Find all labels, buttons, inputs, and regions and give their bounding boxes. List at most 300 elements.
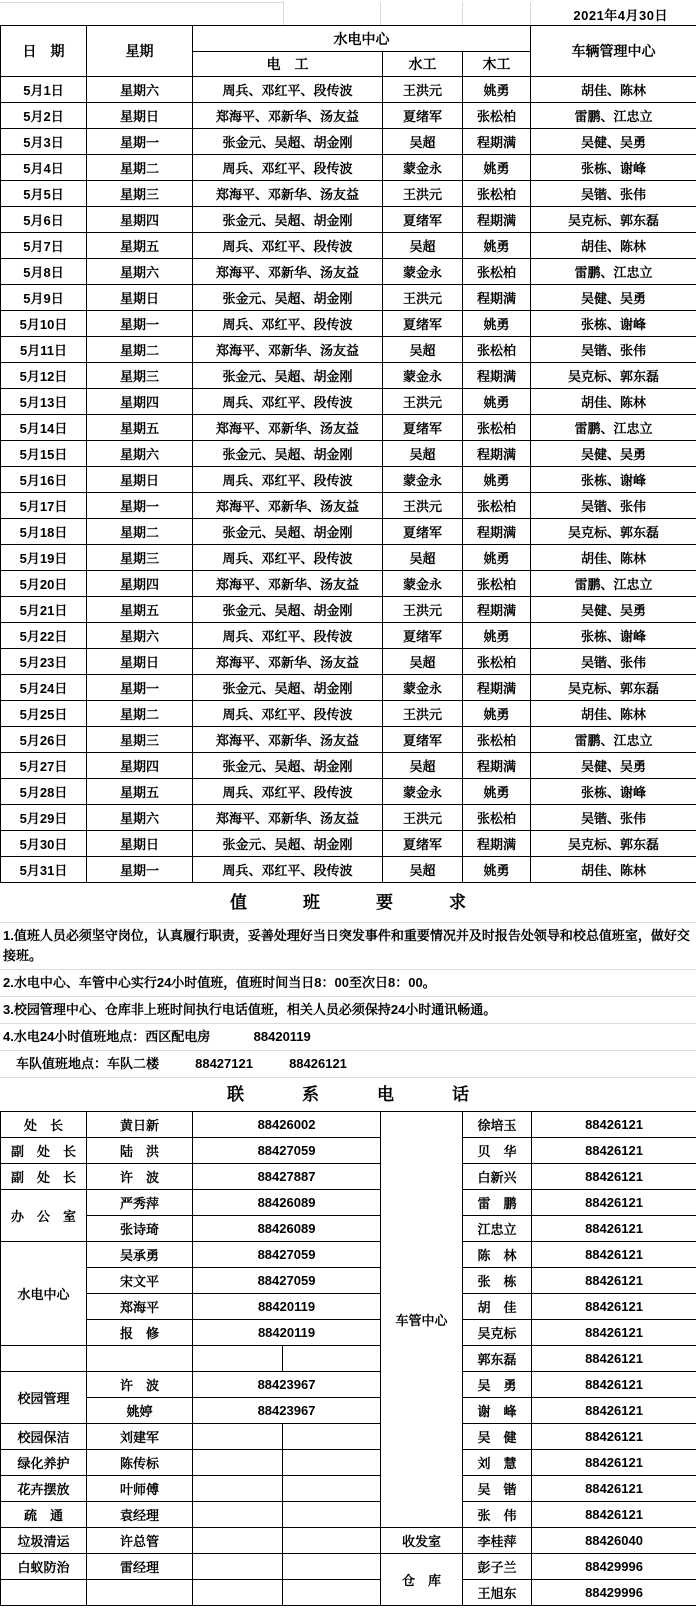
duty-cell-date: 5月20日 bbox=[1, 571, 87, 597]
duty-cell-electricians: 郑海平、邓新华、汤友益 bbox=[193, 181, 383, 207]
duty-cell-vehicle: 吴锴、张伟 bbox=[531, 805, 696, 831]
col-header-date: 日 期 bbox=[1, 26, 87, 77]
duty-cell-date: 5月21日 bbox=[1, 597, 87, 623]
contact-row bbox=[1, 1164, 696, 1190]
contact-phone: 88426121 bbox=[532, 1138, 696, 1164]
contact-phone: 88426121 bbox=[532, 1268, 696, 1294]
contact-row bbox=[1, 1450, 696, 1476]
duty-row bbox=[1, 207, 696, 233]
duty-cell-carpenter: 程期满 bbox=[463, 675, 531, 701]
duty-cell-carpenter: 程期满 bbox=[463, 519, 531, 545]
contact-phone bbox=[283, 1424, 381, 1450]
duty-cell-week: 星期六 bbox=[87, 259, 193, 285]
duty-cell-plumber: 蒙金永 bbox=[383, 571, 463, 597]
duty-cell-date: 5月6日 bbox=[1, 207, 87, 233]
duty-cell-plumber: 吴超 bbox=[383, 129, 463, 155]
duty-cell-electricians: 周兵、邓红平、段传波 bbox=[193, 857, 383, 883]
contact-role-label: 办 公 室 bbox=[1, 1190, 87, 1242]
contact-phone: 88420119 bbox=[193, 1320, 381, 1346]
duty-cell-electricians: 周兵、邓红平、段传波 bbox=[193, 155, 383, 181]
duty-cell-date: 5月8日 bbox=[1, 259, 87, 285]
duty-cell-vehicle: 胡佳、陈林 bbox=[531, 545, 696, 571]
contact-name: 陈传标 bbox=[87, 1450, 193, 1476]
requirement-note: 3.校园管理中心、仓库非上班时间执行电话值班，相关人员必须保持24小时通讯畅通。 bbox=[0, 997, 696, 1024]
contact-name: 许 波 bbox=[87, 1372, 193, 1398]
contact-phone: 88426002 bbox=[193, 1112, 381, 1138]
duty-cell-date: 5月30日 bbox=[1, 831, 87, 857]
duty-cell-carpenter: 张松柏 bbox=[463, 103, 531, 129]
contact-name: 郑海平 bbox=[87, 1294, 193, 1320]
contact-row bbox=[1, 1398, 696, 1424]
duty-cell-electricians: 张金元、吴超、胡金刚 bbox=[193, 129, 383, 155]
duty-cell-plumber: 蒙金永 bbox=[383, 259, 463, 285]
contact-phone: 88426121 bbox=[532, 1216, 696, 1242]
duty-cell-date: 5月17日 bbox=[1, 493, 87, 519]
contact-name bbox=[87, 1580, 193, 1606]
duty-cell-carpenter: 张松柏 bbox=[463, 805, 531, 831]
duty-cell-week: 星期四 bbox=[87, 389, 193, 415]
duty-cell-plumber: 吴超 bbox=[383, 545, 463, 571]
contact-phone: 88420119 bbox=[193, 1294, 381, 1320]
duty-cell-carpenter: 张松柏 bbox=[463, 259, 531, 285]
contact-name: 张 栋 bbox=[463, 1268, 532, 1294]
duty-cell-vehicle: 胡佳、陈林 bbox=[531, 701, 696, 727]
contact-name: 报 修 bbox=[87, 1320, 193, 1346]
contact-phone: 88426121 bbox=[532, 1164, 696, 1190]
duty-cell-week: 星期六 bbox=[87, 805, 193, 831]
contact-phone: 88426121 bbox=[532, 1502, 696, 1528]
contact-name: 陈 林 bbox=[463, 1242, 532, 1268]
duty-cell-carpenter: 姚勇 bbox=[463, 389, 531, 415]
duty-cell-electricians: 周兵、邓红平、段传波 bbox=[193, 389, 383, 415]
contact-phone bbox=[193, 1346, 283, 1372]
contact-role-label: 白蚁防治 bbox=[1, 1554, 87, 1580]
duty-cell-vehicle: 吴克标、郭东磊 bbox=[531, 363, 696, 389]
col-header-plumber: 水工 bbox=[383, 52, 463, 77]
grid-line bbox=[0, 2, 283, 3]
duty-header-row-1 bbox=[1, 26, 696, 52]
duty-cell-carpenter: 程期满 bbox=[463, 597, 531, 623]
contact-role-label: 校园保洁 bbox=[1, 1424, 87, 1450]
duty-cell-carpenter: 张松柏 bbox=[463, 337, 531, 363]
duty-cell-date: 5月24日 bbox=[1, 675, 87, 701]
duty-cell-electricians: 郑海平、邓新华、汤友益 bbox=[193, 415, 383, 441]
contact-name: 徐培玉 bbox=[463, 1112, 532, 1138]
duty-cell-plumber: 夏绪军 bbox=[383, 519, 463, 545]
contact-name: 姚婷 bbox=[87, 1398, 193, 1424]
contact-row bbox=[1, 1554, 696, 1580]
duty-cell-vehicle: 张栋、谢峰 bbox=[531, 155, 696, 181]
duty-cell-carpenter: 姚勇 bbox=[463, 77, 531, 103]
contact-name: 宋文平 bbox=[87, 1268, 193, 1294]
duty-row bbox=[1, 129, 696, 155]
duty-cell-vehicle: 雷鹏、江忠立 bbox=[531, 415, 696, 441]
contact-role-label: 副 处 长 bbox=[1, 1138, 87, 1164]
contact-name: 张诗琦 bbox=[87, 1216, 193, 1242]
duty-cell-plumber: 王洪元 bbox=[383, 181, 463, 207]
duty-cell-vehicle: 吴锴、张伟 bbox=[531, 493, 696, 519]
duty-cell-carpenter: 张松柏 bbox=[463, 649, 531, 675]
contact-name: 严秀萍 bbox=[87, 1190, 193, 1216]
contact-name: 王旭东 bbox=[463, 1580, 532, 1606]
contact-name: 刘建军 bbox=[87, 1424, 193, 1450]
duty-cell-vehicle: 雷鹏、江忠立 bbox=[531, 727, 696, 753]
col-header-water-electric-center: 水电中心 bbox=[193, 26, 531, 52]
contact-phone bbox=[193, 1424, 283, 1450]
duty-row bbox=[1, 311, 696, 337]
duty-cell-plumber: 蒙金永 bbox=[383, 779, 463, 805]
duty-cell-date: 5月22日 bbox=[1, 623, 87, 649]
duty-cell-week: 星期一 bbox=[87, 857, 193, 883]
contact-name: 谢 峰 bbox=[463, 1398, 532, 1424]
contact-role-label: 副 处 长 bbox=[1, 1164, 87, 1190]
duty-cell-carpenter: 张松柏 bbox=[463, 181, 531, 207]
duty-cell-carpenter: 程期满 bbox=[463, 207, 531, 233]
duty-table-body bbox=[1, 77, 696, 883]
col-header-carpenter: 木工 bbox=[463, 52, 531, 77]
contact-row bbox=[1, 1476, 696, 1502]
duty-requirements-title: 值班要求 bbox=[0, 883, 696, 923]
duty-row bbox=[1, 753, 696, 779]
contact-name: 吴克标 bbox=[463, 1320, 532, 1346]
duty-cell-plumber: 王洪元 bbox=[383, 389, 463, 415]
duty-cell-week: 星期二 bbox=[87, 701, 193, 727]
duty-cell-carpenter: 姚勇 bbox=[463, 233, 531, 259]
duty-cell-vehicle: 吴锴、张伟 bbox=[531, 181, 696, 207]
contact-row bbox=[1, 1294, 696, 1320]
duty-cell-date: 5月4日 bbox=[1, 155, 87, 181]
contact-role-label: 疏 通 bbox=[1, 1502, 87, 1528]
contact-name: 彭子兰 bbox=[463, 1554, 532, 1580]
duty-cell-date: 5月5日 bbox=[1, 181, 87, 207]
duty-cell-vehicle: 雷鹏、江忠立 bbox=[531, 259, 696, 285]
contact-role-label: 绿化养护 bbox=[1, 1450, 87, 1476]
duty-cell-vehicle: 吴锴、张伟 bbox=[531, 649, 696, 675]
col-header-week: 星期 bbox=[87, 26, 193, 77]
duty-cell-date: 5月11日 bbox=[1, 337, 87, 363]
duty-cell-week: 星期日 bbox=[87, 285, 193, 311]
duty-row bbox=[1, 389, 696, 415]
duty-row bbox=[1, 571, 696, 597]
grid-line bbox=[462, 2, 463, 25]
duty-row bbox=[1, 467, 696, 493]
duty-cell-date: 5月26日 bbox=[1, 727, 87, 753]
duty-cell-carpenter: 姚勇 bbox=[463, 701, 531, 727]
contact-row bbox=[1, 1242, 696, 1268]
contact-name: 胡 佳 bbox=[463, 1294, 532, 1320]
duty-cell-date: 5月12日 bbox=[1, 363, 87, 389]
contact-phone: 88426121 bbox=[532, 1190, 696, 1216]
duty-cell-carpenter: 程期满 bbox=[463, 831, 531, 857]
contact-name: 吴 健 bbox=[463, 1424, 532, 1450]
duty-cell-plumber: 蒙金永 bbox=[383, 155, 463, 181]
duty-cell-electricians: 郑海平、邓新华、汤友益 bbox=[193, 103, 383, 129]
duty-row bbox=[1, 597, 696, 623]
duty-cell-electricians: 郑海平、邓新华、汤友益 bbox=[193, 649, 383, 675]
contact-row bbox=[1, 1268, 696, 1294]
contact-name: 刘 慧 bbox=[463, 1450, 532, 1476]
duty-cell-electricians: 郑海平、邓新华、汤友益 bbox=[193, 571, 383, 597]
contacts-title: 联系电话 bbox=[227, 1085, 527, 1104]
duty-cell-carpenter: 姚勇 bbox=[463, 857, 531, 883]
duty-cell-plumber: 王洪元 bbox=[383, 285, 463, 311]
duty-row bbox=[1, 857, 696, 883]
contact-phone bbox=[193, 1502, 283, 1528]
duty-cell-date: 5月16日 bbox=[1, 467, 87, 493]
contact-group-label: 收发室 bbox=[381, 1528, 463, 1554]
duty-row bbox=[1, 337, 696, 363]
duty-cell-plumber: 王洪元 bbox=[383, 701, 463, 727]
duty-cell-electricians: 周兵、邓红平、段传波 bbox=[193, 77, 383, 103]
duty-cell-carpenter: 张松柏 bbox=[463, 571, 531, 597]
contact-phone: 88429996 bbox=[532, 1580, 696, 1606]
duty-cell-plumber: 吴超 bbox=[383, 649, 463, 675]
duty-cell-electricians: 周兵、邓红平、段传波 bbox=[193, 623, 383, 649]
duty-cell-vehicle: 胡佳、陈林 bbox=[531, 857, 696, 883]
contact-name: 叶师傅 bbox=[87, 1476, 193, 1502]
duty-cell-week: 星期日 bbox=[87, 103, 193, 129]
duty-cell-electricians: 张金元、吴超、胡金刚 bbox=[193, 831, 383, 857]
contact-row bbox=[1, 1346, 696, 1372]
duty-cell-vehicle: 雷鹏、江忠立 bbox=[531, 571, 696, 597]
contact-phone bbox=[283, 1580, 381, 1606]
duty-row bbox=[1, 181, 696, 207]
contact-name: 许 波 bbox=[87, 1164, 193, 1190]
contact-phone bbox=[283, 1476, 381, 1502]
duty-cell-vehicle: 张栋、谢峰 bbox=[531, 779, 696, 805]
duty-cell-vehicle: 雷鹏、江忠立 bbox=[531, 103, 696, 129]
duty-row bbox=[1, 363, 696, 389]
duty-row bbox=[1, 259, 696, 285]
duty-row bbox=[1, 805, 696, 831]
contact-row bbox=[1, 1372, 696, 1398]
contact-phone bbox=[193, 1450, 283, 1476]
contact-role-label bbox=[1, 1346, 87, 1372]
contact-name: 许总管 bbox=[87, 1528, 193, 1554]
duty-cell-vehicle: 胡佳、陈林 bbox=[531, 389, 696, 415]
duty-cell-week: 星期五 bbox=[87, 779, 193, 805]
contact-phone: 88427059 bbox=[193, 1268, 381, 1294]
duty-cell-week: 星期一 bbox=[87, 129, 193, 155]
duty-cell-electricians: 周兵、邓红平、段传波 bbox=[193, 545, 383, 571]
contact-name: 贝 华 bbox=[463, 1138, 532, 1164]
duty-row bbox=[1, 675, 696, 701]
contact-name: 吴 勇 bbox=[463, 1372, 532, 1398]
contact-phone bbox=[283, 1450, 381, 1476]
contact-row bbox=[1, 1528, 696, 1554]
grid-line bbox=[380, 2, 381, 25]
contact-phone: 88426121 bbox=[532, 1424, 696, 1450]
duty-row bbox=[1, 285, 696, 311]
duty-cell-electricians: 周兵、邓红平、段传波 bbox=[193, 233, 383, 259]
duty-row bbox=[1, 415, 696, 441]
duty-requirements-notes bbox=[0, 923, 696, 1078]
duty-row bbox=[1, 701, 696, 727]
contact-row bbox=[1, 1502, 696, 1528]
duty-cell-week: 星期六 bbox=[87, 77, 193, 103]
duty-cell-vehicle: 吴健、吴勇 bbox=[531, 753, 696, 779]
duty-cell-electricians: 张金元、吴超、胡金刚 bbox=[193, 597, 383, 623]
duty-cell-plumber: 夏绪军 bbox=[383, 103, 463, 129]
contact-name: 郭东磊 bbox=[463, 1346, 532, 1372]
contact-phone bbox=[193, 1476, 283, 1502]
duty-cell-week: 星期二 bbox=[87, 519, 193, 545]
grid-line bbox=[530, 2, 531, 25]
contact-phone: 88423967 bbox=[193, 1372, 381, 1398]
contact-role-label: 花卉摆放 bbox=[1, 1476, 87, 1502]
duty-cell-vehicle: 胡佳、陈林 bbox=[531, 77, 696, 103]
duty-cell-plumber: 夏绪军 bbox=[383, 623, 463, 649]
duty-row bbox=[1, 831, 696, 857]
duty-cell-date: 5月23日 bbox=[1, 649, 87, 675]
duty-cell-week: 星期日 bbox=[87, 467, 193, 493]
contact-phone: 88426121 bbox=[532, 1346, 696, 1372]
duty-cell-date: 5月9日 bbox=[1, 285, 87, 311]
duty-cell-carpenter: 程期满 bbox=[463, 441, 531, 467]
duty-cell-electricians: 周兵、邓红平、段传波 bbox=[193, 311, 383, 337]
contact-name: 袁经理 bbox=[87, 1502, 193, 1528]
requirement-note: 4.水电24小时值班地点：西区配电房 88420119 bbox=[0, 1024, 696, 1051]
duty-cell-plumber: 王洪元 bbox=[383, 805, 463, 831]
duty-cell-date: 5月7日 bbox=[1, 233, 87, 259]
duty-cell-vehicle: 吴克标、郭东磊 bbox=[531, 831, 696, 857]
duty-cell-plumber: 王洪元 bbox=[383, 77, 463, 103]
duty-cell-plumber: 吴超 bbox=[383, 441, 463, 467]
duty-cell-date: 5月27日 bbox=[1, 753, 87, 779]
duty-row bbox=[1, 103, 696, 129]
contact-phone: 88427059 bbox=[193, 1242, 381, 1268]
contact-phone: 88426121 bbox=[532, 1320, 696, 1346]
duty-cell-date: 5月13日 bbox=[1, 389, 87, 415]
contacts-table-body bbox=[1, 1112, 696, 1606]
duty-cell-week: 星期三 bbox=[87, 363, 193, 389]
contact-role-label bbox=[1, 1580, 87, 1606]
contact-name: 雷经理 bbox=[87, 1554, 193, 1580]
duty-row bbox=[1, 519, 696, 545]
contact-phone: 88426121 bbox=[532, 1294, 696, 1320]
duty-cell-vehicle: 张栋、谢峰 bbox=[531, 311, 696, 337]
contact-phone bbox=[283, 1346, 381, 1372]
duty-cell-vehicle: 张栋、谢峰 bbox=[531, 467, 696, 493]
contact-phone: 88429996 bbox=[532, 1554, 696, 1580]
contact-name: 李桂萍 bbox=[463, 1528, 532, 1554]
duty-cell-week: 星期一 bbox=[87, 675, 193, 701]
duty-cell-week: 星期二 bbox=[87, 337, 193, 363]
duty-row bbox=[1, 493, 696, 519]
duty-cell-electricians: 周兵、邓红平、段传波 bbox=[193, 467, 383, 493]
duty-cell-electricians: 张金元、吴超、胡金刚 bbox=[193, 207, 383, 233]
duty-cell-electricians: 郑海平、邓新华、汤友益 bbox=[193, 727, 383, 753]
duty-cell-week: 星期五 bbox=[87, 415, 193, 441]
duty-cell-week: 星期四 bbox=[87, 571, 193, 597]
duty-table bbox=[0, 25, 696, 883]
duty-cell-week: 星期三 bbox=[87, 181, 193, 207]
duty-cell-plumber: 蒙金永 bbox=[383, 675, 463, 701]
contact-phone: 88426121 bbox=[532, 1450, 696, 1476]
duty-row bbox=[1, 441, 696, 467]
duty-cell-vehicle: 吴克标、郭东磊 bbox=[531, 207, 696, 233]
requirement-note: 2.水电中心、车管中心实行24小时值班，值班时间当日8：00至次日8：00。 bbox=[0, 970, 696, 997]
duty-cell-plumber: 王洪元 bbox=[383, 493, 463, 519]
contacts-table bbox=[0, 1111, 696, 1606]
contact-name: 雷 鹏 bbox=[463, 1190, 532, 1216]
contact-phone bbox=[283, 1528, 381, 1554]
duty-cell-carpenter: 程期满 bbox=[463, 753, 531, 779]
duty-row bbox=[1, 727, 696, 753]
duty-cell-carpenter: 张松柏 bbox=[463, 727, 531, 753]
duty-cell-vehicle: 吴健、吴勇 bbox=[531, 129, 696, 155]
contact-name: 吴承勇 bbox=[87, 1242, 193, 1268]
duty-row bbox=[1, 77, 696, 103]
duty-cell-week: 星期一 bbox=[87, 311, 193, 337]
duty-row bbox=[1, 649, 696, 675]
duty-cell-plumber: 吴超 bbox=[383, 337, 463, 363]
contact-role-label: 处 长 bbox=[1, 1112, 87, 1138]
duty-cell-date: 5月31日 bbox=[1, 857, 87, 883]
duty-cell-carpenter: 程期满 bbox=[463, 363, 531, 389]
duty-cell-date: 5月14日 bbox=[1, 415, 87, 441]
grid-line bbox=[283, 2, 284, 25]
duty-cell-electricians: 郑海平、邓新华、汤友益 bbox=[193, 259, 383, 285]
duty-cell-vehicle: 吴克标、郭东磊 bbox=[531, 675, 696, 701]
duty-cell-electricians: 张金元、吴超、胡金刚 bbox=[193, 363, 383, 389]
duty-cell-plumber: 夏绪军 bbox=[383, 831, 463, 857]
contact-phone: 88427059 bbox=[193, 1138, 381, 1164]
contact-role-label: 水电中心 bbox=[1, 1242, 87, 1346]
duty-cell-week: 星期三 bbox=[87, 727, 193, 753]
contact-row bbox=[1, 1580, 696, 1606]
duty-cell-date: 5月18日 bbox=[1, 519, 87, 545]
contact-phone bbox=[193, 1580, 283, 1606]
duty-cell-carpenter: 姚勇 bbox=[463, 155, 531, 181]
duty-cell-electricians: 郑海平、邓新华、汤友益 bbox=[193, 337, 383, 363]
duty-cell-date: 5月2日 bbox=[1, 103, 87, 129]
duty-cell-electricians: 张金元、吴超、胡金刚 bbox=[193, 519, 383, 545]
duty-cell-week: 星期日 bbox=[87, 649, 193, 675]
duty-cell-plumber: 吴超 bbox=[383, 233, 463, 259]
duty-cell-week: 星期六 bbox=[87, 623, 193, 649]
duty-cell-week: 星期日 bbox=[87, 831, 193, 857]
header-date-row bbox=[0, 0, 696, 25]
col-header-electrician: 电 工 bbox=[193, 52, 383, 77]
duty-cell-week: 星期五 bbox=[87, 597, 193, 623]
requirement-note: 1.值班人员必须坚守岗位，认真履行职责，妥善处理好当日突发事件和重要情况并及时报告处领导和校总值班室，做好交接班。 bbox=[0, 923, 696, 970]
duty-cell-plumber: 夏绪军 bbox=[383, 207, 463, 233]
duty-cell-electricians: 周兵、邓红平、段传波 bbox=[193, 701, 383, 727]
contact-phone: 88423967 bbox=[193, 1398, 381, 1424]
duty-cell-date: 5月15日 bbox=[1, 441, 87, 467]
contact-name: 白新兴 bbox=[463, 1164, 532, 1190]
duty-cell-electricians: 郑海平、邓新华、汤友益 bbox=[193, 805, 383, 831]
contact-role-label: 垃圾清运 bbox=[1, 1528, 87, 1554]
duty-row bbox=[1, 155, 696, 181]
contact-row bbox=[1, 1320, 696, 1346]
requirement-note: 车队值班地点：车队二楼 88427121 88426121 bbox=[0, 1051, 696, 1078]
contact-phone bbox=[193, 1554, 283, 1580]
duty-cell-electricians: 张金元、吴超、胡金刚 bbox=[193, 285, 383, 311]
duty-cell-carpenter: 张松柏 bbox=[463, 493, 531, 519]
duty-cell-plumber: 王洪元 bbox=[383, 597, 463, 623]
contact-phone: 88426089 bbox=[193, 1190, 381, 1216]
duty-cell-date: 5月25日 bbox=[1, 701, 87, 727]
contact-phone: 88426089 bbox=[193, 1216, 381, 1242]
contact-phone: 88427887 bbox=[193, 1164, 381, 1190]
duty-cell-carpenter: 张松柏 bbox=[463, 415, 531, 441]
duty-cell-plumber: 夏绪军 bbox=[383, 727, 463, 753]
contact-name bbox=[87, 1346, 193, 1372]
contact-phone: 88426121 bbox=[532, 1398, 696, 1424]
duty-cell-date: 5月3日 bbox=[1, 129, 87, 155]
